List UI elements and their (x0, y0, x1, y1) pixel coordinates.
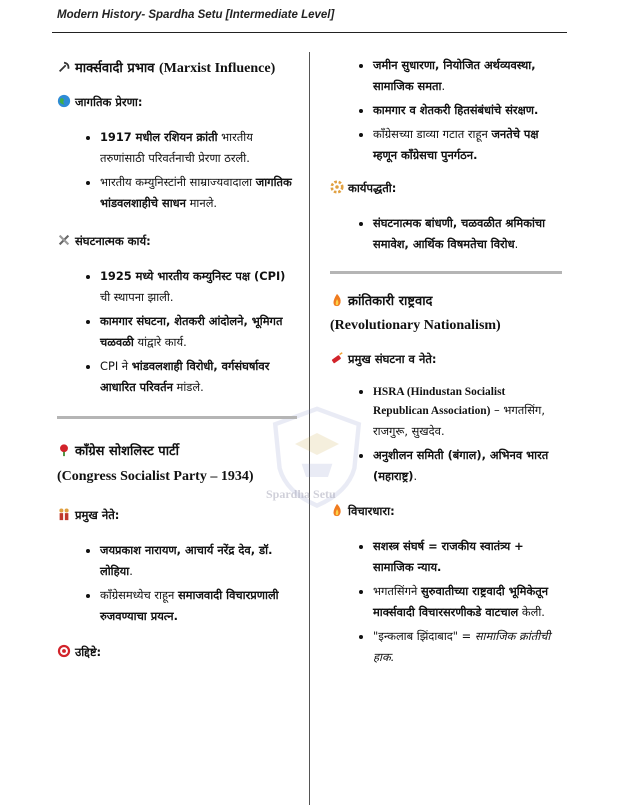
list-item: • सशस्त्र संघर्ष = राजकीय स्वातंत्र्य + सामाजिक न्याय. (373, 536, 562, 578)
csp-title-en: (Congress Socialist Party – 1934) (57, 469, 254, 484)
csp-method-list (330, 213, 562, 255)
csp-method-heading: कार्यपद्धती: (330, 178, 562, 199)
global-inspiration-heading: जागतिक प्रेरणा: (57, 92, 297, 113)
list-item: • भारतीय कम्युनिस्टांनी साम्राज्यवादाला जागतिक भांडवलशाहीचे साधन मानले. (100, 172, 297, 214)
ideology-list (330, 536, 562, 668)
section-divider (330, 271, 562, 274)
list-item: • कामगार संघटना, शेतकरी आंदोलने, भूमिगत चळवळी यांद्वारे कार्य. (100, 311, 297, 353)
gear-icon (330, 180, 344, 194)
organizational-work-heading: संघटनात्मक कार्य: (57, 231, 297, 252)
revolutionary-title: क्रांतिकारी राष्ट्रवाद (348, 294, 433, 309)
list-item: • संघटनात्मक बांधणी, चळवळीत श्रमिकांचा समावेश, आर्थिक विषमतेचा विरोध. (373, 213, 562, 255)
global-inspiration-list (57, 127, 297, 214)
ideology-heading: विचारधारा: (330, 501, 562, 522)
watermark-text: Spardha Setu (266, 487, 336, 501)
list-item: • जयप्रकाश नारायण, आचार्य नरेंद्र देव, डॉ. लोहिया. (100, 540, 297, 582)
marxist-title-en: (Marxist Influence) (159, 61, 276, 76)
list-item: • कामगार व शेतकरी हितसंबंधांचे संरक्षण. (373, 100, 562, 121)
revolutionary-org-heading: प्रमुख संघटना व नेते: (330, 349, 562, 370)
revolutionary-section-title (330, 291, 562, 312)
csp-leaders-heading: प्रमुख नेते: (57, 505, 297, 526)
fire-icon (330, 293, 344, 307)
list-item: • अनुशीलन समिती (बंगाल), अभिनव भारत (महाराष्ट्र). (373, 445, 562, 487)
list-item: • काँग्रेसमध्येच राहून समाजवादी विचारप्रणाली रुजवण्याचा प्रयत्न. (100, 585, 297, 627)
fire-icon (330, 503, 344, 517)
section-divider (57, 416, 297, 419)
target-icon (57, 644, 71, 658)
marxist-section-title (57, 58, 297, 79)
csp-aims-heading: उद्दिष्टे: (57, 642, 297, 663)
list-item: • काँग्रेसच्या डाव्या गटात राहून जनतेचे पक्ष म्हणून काँग्रेसचा पुनर्गठन. (373, 124, 562, 166)
revolutionary-org-list (330, 384, 562, 487)
left-column (57, 55, 297, 663)
right-column (330, 55, 562, 668)
dynamite-icon (330, 351, 344, 365)
marxist-title: मार्क्सवादी प्रभाव (75, 61, 155, 76)
list-item: • 1925 मध्ये भारतीय कम्युनिस्ट पक्ष (CPI) ची स्थापना झाली. (100, 266, 297, 308)
csp-title: काँग्रेस सोशलिस्ट पार्टी (75, 444, 179, 459)
csp-leaders-list (57, 540, 297, 627)
list-item: • भगतसिंगने सुरुवातीच्या राष्ट्रवादी भूमिकेतून मार्क्सवादी विचारसरणीकडे वाटचाल केली. (373, 581, 562, 623)
revolutionary-title-en: (Revolutionary Nationalism) (330, 318, 501, 333)
list-item: • "इन्कलाब झिंदाबाद" = सामाजिक क्रांतीची हाक. (373, 626, 562, 668)
page-header: Modern History- Spardha Setu [Intermediate Level] (57, 9, 335, 21)
hammer-sickle-icon (57, 60, 71, 74)
csp-aims-list (330, 55, 562, 166)
list-item: • 1917 मधील रशियन क्रांती भारतीय तरुणांसाठी परिवर्तनाची प्रेरणा ठरली. (100, 127, 297, 169)
organizational-work-list (57, 266, 297, 398)
people-icon (57, 507, 71, 521)
list-item: • जमीन सुधारणा, नियोजित अर्थव्यवस्था, सामाजिक समता. (373, 55, 562, 97)
globe-icon (57, 94, 71, 108)
tools-icon (57, 233, 71, 247)
rose-icon (57, 443, 71, 457)
csp-section-title (57, 441, 297, 462)
header-rule (52, 32, 567, 33)
list-item: • HSRA (Hindustan Socialist Republican Association) – भगतसिंग, राजगुरू, सुखदेव. (373, 384, 562, 442)
list-item: • CPI ने भांडवलशाही विरोधी, वर्गसंघर्षावर आधारित परिवर्तन मांडले. (100, 356, 297, 398)
